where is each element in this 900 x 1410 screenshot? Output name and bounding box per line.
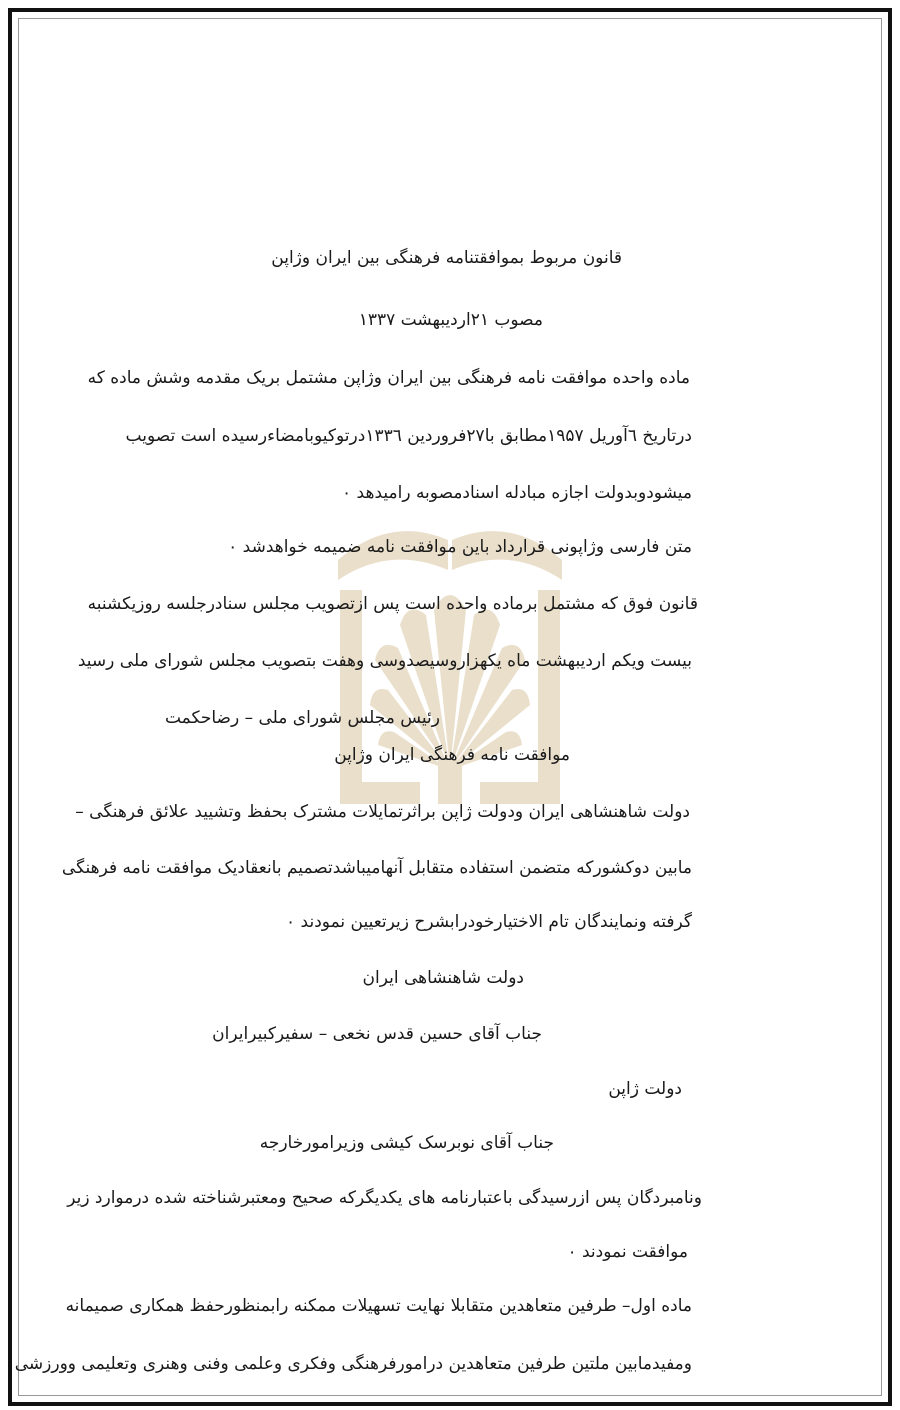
body-line: گرفته ونمایندگان تام الاختیارخودرابشرح زیرتعیین نمودند ۰ (286, 912, 692, 932)
party-heading-iran: دولت شاهنشاهی ایران (362, 968, 524, 988)
body-line: موافقت نمودند ۰ (567, 1242, 688, 1262)
approval-date: مصوب ۲۱اردیبهشت ۱۳۳۷ (358, 310, 543, 330)
party-heading-japan: دولت ژاپن (608, 1079, 682, 1099)
body-line: دولت شاهنشاهی ایران ودولت ژاپن براثرتمایلات مشترک بحفظ وتشیید علائق فرهنگی – (75, 802, 690, 822)
body-line: متن فارسی وژاپونی قرارداد باین موافقت نامه ضمیمه خواهدشد ۰ (228, 537, 692, 557)
document-title: قانون مربوط بموافقتنامه فرهنگی بین ایران وژاپن (271, 248, 622, 268)
body-line: درتاریخ ٦آوریل ۱۹۵۷مطابق با۲۷فروردین ۱۳۳٦درتوکیوبامضاءرسیده است تصویب (125, 426, 692, 446)
speaker-signature: رئیس مجلس شورای ملی – رضاحکمت (164, 708, 440, 728)
body-line: بیست ویکم اردیبهشت ماه یکهزاروسیصدوسی وهفت بتصویب مجلس شورای ملی رسید (77, 651, 692, 671)
body-line: ماده واحده موافقت نامه فرهنگی بین ایران وژاپن مشتمل بریک مقدمه وشش ماده که (87, 368, 690, 388)
article-one-line: ماده اول– طرفین متعاهدین متقابلا نهایت تسهیلات ممکنه رابمنظورحفظ همکاری صمیمانه (65, 1296, 692, 1316)
body-line: قانون فوق که مشتمل برماده واحده است پس ازتصویب مجلس سنادرجلسه روزیکشنبه (87, 594, 698, 614)
representative-iran: جناب آقای حسین قدس نخعی – سفیرکبیرایران (212, 1024, 542, 1044)
body-line: مابین دوکشورکه متضمن استفاده متقابل آنهامیباشدتصمیم بانعقادیک موافقت نامه فرهنگی (61, 858, 692, 878)
representative-japan: جناب آقای نوبرسک کیشی وزیرامورخارجه (259, 1133, 554, 1153)
body-line: میشودوبدولت اجازه مبادله اسنادمصوبه رامیدهد ۰ (342, 483, 692, 503)
article-one-line: ومفیدمابین ملتین طرفین متعاهدین درامورفرهنگی وفکری وعلمی وفنی وهنری وتعلیمی وورزشی (14, 1354, 692, 1374)
body-line: ونامبردگان پس ازرسیدگی باعتبارنامه های یکدیگرکه صحیح ومعتبرشناخته شده درموارد زیر (67, 1188, 702, 1208)
agreement-heading: موافقت نامه فرهنگی ایران وژاپن (334, 745, 570, 765)
